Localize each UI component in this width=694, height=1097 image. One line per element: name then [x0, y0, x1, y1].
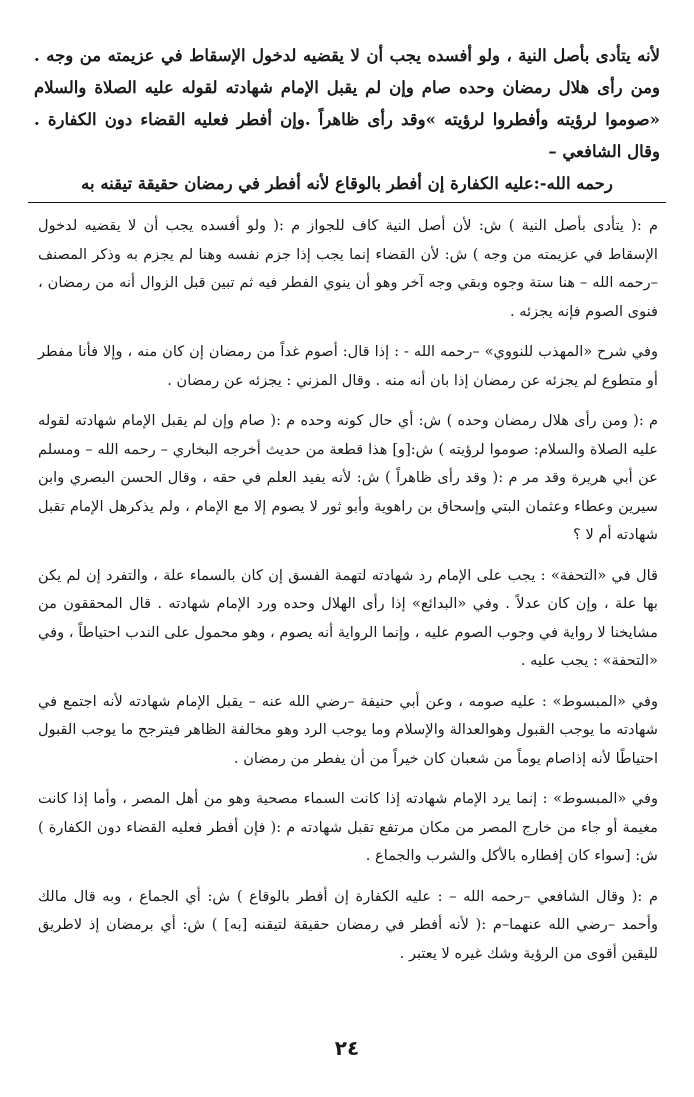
commentary-paragraph-4: قال في «التحفة» : يجب على الإمام رد شهادته لتهمة الفسق إن كان بالسماء علة ، والتفرد إن لم يكن بها علة ، وإن كان عدلاً . وفي «البدائع» إذا رأى الهلال وحده ورد الإمام شهادته . قال المحققون من مشايخنا لا رواية في وجوب الصوم عليه ، وإنما الرواية أنه يصوم ، وهو محمول على الندب احتياطاً ، وفي «التحفة» : يجب عليه .: [38, 566, 658, 669]
commentary-paragraph-6: وفي «المبسوط» : إنما يرد الإمام شهادته إذا كانت السماء مصحية وهو من أهل المصر ، وأما إذا كانت مغيمة أو جاء من خارج المصر من مكان مرتفع تقبل شهادته م :( فإن أفطر فعليه القضاء دون الكفارة ) ش: [سواء كان إفطاره بالأكل والشرب والجماع .: [38, 790, 658, 864]
section-divider: [28, 202, 666, 203]
main-text-last-line: رحمه الله-:عليه الكفارة إن أفطر بالوقاع لأنه أفطر في رمضان حقيقة تيقنه به: [81, 174, 613, 193]
main-text-body: لأنه يتأدى بأصل النية ، ولو أفسده يجب أن لا يقضيه لدخول الإسقاط في عزيمته من وجه . ومن رأى هلال رمضان وحده صام وإن لم يقبل الإمام شهادته لقوله عليه الصلاة والسلام «صوموا لرؤيته وأفطروا لرؤيته »وقد رأى ظاهراً .وإن أفطر فعليه القضاء دون الكفارة . وقال الشافعي –: [34, 46, 660, 161]
main-text-block: [34, 40, 660, 200]
commentary-section: [38, 212, 658, 976]
commentary-paragraph-5: وفي «المبسوط» : عليه صومه ، وعن أبي حنيفة –رضي الله عنه – يقبل الإمام شهادته لأنه اجتمع في شهادته ما يوجب القبول وهوالعدالة والإسلام وما يوجب الرد وهو مخالفة الظاهر فيترجح ما يوجب القبول احتياطًا لأنه إذاصام يوماً من شعبان كان خيراً من أن يفطر من رمضان .: [38, 692, 658, 767]
commentary-paragraph-2: وفي شرح «المهذب للنووي» –رحمه الله - : إذا قال: أصوم غداً من رمضان إن كان منه ، وإلا فأنا مفطر أو متطوع لم يجزئه عن رمضان إذا بان أنه منه . وقال المزني : يجزئه عن رمضان .: [38, 343, 658, 389]
commentary-paragraph-1: م :( يتأدى بأصل النية ) ش: لأن أصل النية كاف للجواز م :( ولو أفسده يجب أن لا يقضيه لدخول الإسقاط في عزيمته من وجه ) ش: لأن القضاء إنما يجب إذا جزم نفسه وهنا لم يجزم به وذكر المصنف –رحمه الله – هنا ستة وجوه وبقي وجه آخر وهو أن ينوي الفطر فيه ثم تبين قبل الزوال أنه من رمضان ، فنوى الصوم فإنه يجزئه .: [38, 217, 658, 320]
commentary-paragraph-7: م :( وقال الشافعي –رحمه الله – : عليه الكفارة إن أفطر بالوقاع ) ش: أي الجماع ، وبه قال مالك وأحمد –رضي الله عنهما–م :( لأنه أفطر في رمضان حقيقة لتيقنه [به] ) ش: أي برمضان إذ لاطريق لليقين أقوى من الرؤية وشك غيره لا يعتبر .: [38, 887, 658, 962]
commentary-paragraph-3: م :( ومن رأى هلال رمضان وحده ) ش: أي حال كونه وحده م :( صام وإن لم يقبل الإمام شهادته لقوله عليه الصلاة والسلام: صوموا لرؤيته ) ش:[و] هذا قطعة من حديث أخرجه البخاري – رحمه الله – ومسلم عن أبي هريرة وقد مر م :( وقد رأى ظاهراً ) ش: لأنه يفيد العلم في حقه ، وقال الحسن البصري وابن سيرين وعطاء وعثمان البتي وإسحاق بن راهوية وأبو ثور لا يصوم إلا مع الإمام ، ولم يذكرهل الإمام تقبل شهادته أم لا ؟: [38, 412, 658, 543]
page-number: ٢٤: [334, 1036, 360, 1060]
